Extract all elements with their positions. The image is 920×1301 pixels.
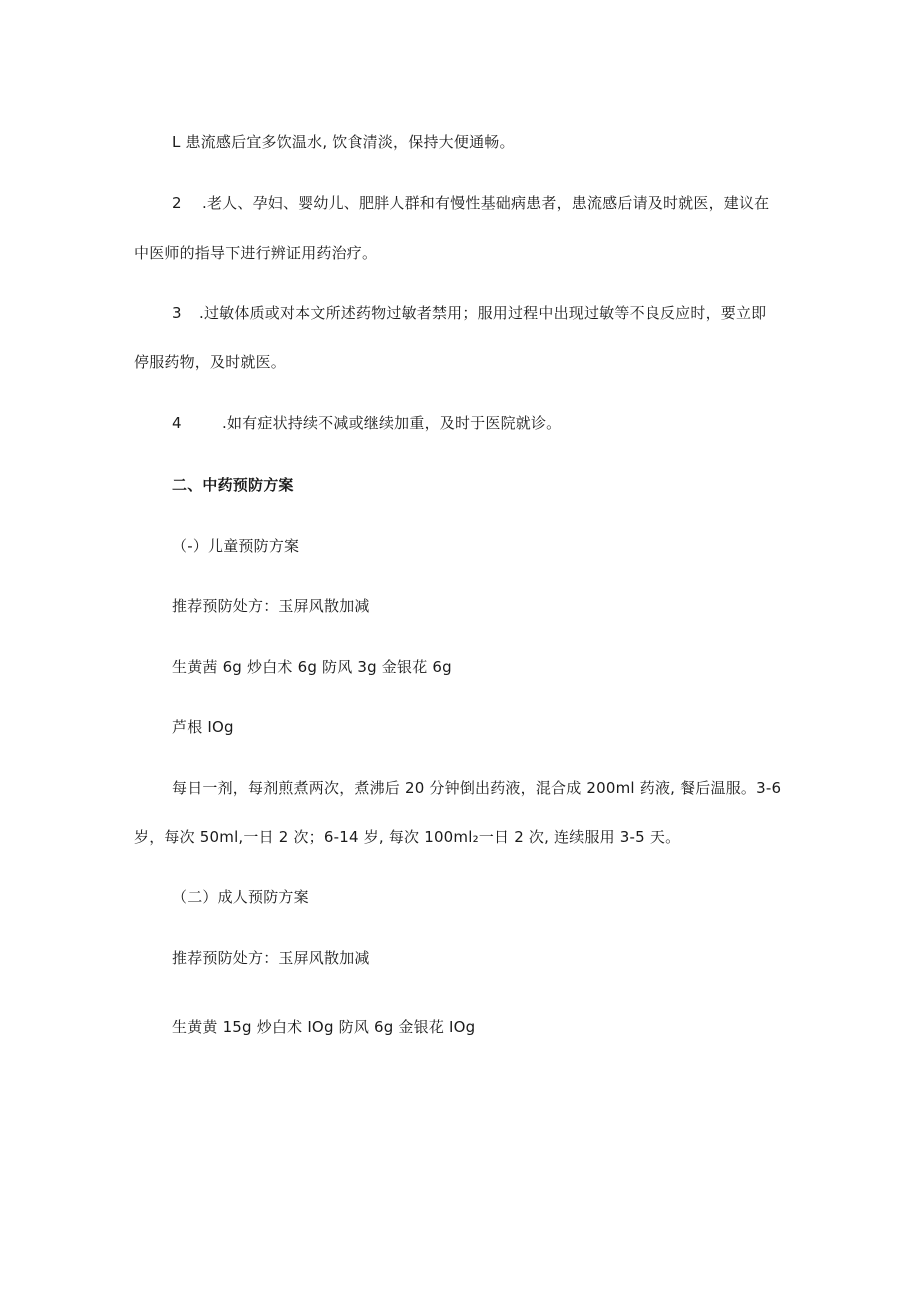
adults-ingredients-1: 生黄黄 15g 炒白术 IOg 防风 6g 金银花 IOg [172,1018,476,1036]
children-plan-heading: （-）儿童预防方案 [172,537,300,555]
children-usage-1: 每日一剂，每剂煎煮两次，煮沸后 20 分钟倒出药液，混合成 200ml 药液, 餐后温服。3-6 [172,779,782,797]
item-2-line-2: 中医师的指导下进行辨证用药治疗。 [134,244,378,262]
item-3-number: 3 [172,304,182,322]
item-2-number: 2 [172,194,182,212]
item-4-text: .如有症状持续不减或继续加重，及时于医院就诊。 [222,414,562,432]
item-2-line-1 [172,193,769,213]
children-prescription: 推荐预防处方：玉屏风散加减 [172,597,370,615]
item-4-number: 4 [172,414,182,432]
item-3-line-2: 停服药物，及时就医。 [134,353,287,371]
item-3-line-1 [172,303,766,323]
children-ingredients-1: 生黄茜 6g 炒白术 6g 防风 3g 金银花 6g [172,658,452,676]
item-2-text: .老人、孕妇、婴幼儿、肥胖人群和有慢性基础病患者，患流感后请及时就医，建议在 [202,194,770,212]
children-usage-2: 岁，每次 50ml,一日 2 次；6-14 岁, 每次 100ml₂一日 2 次, 连续服用 3-5 天。 [134,828,681,846]
children-ingredients-2: 芦根 IOg [172,718,234,736]
item-1: L 患流感后宜多饮温水, 饮食清淡，保持大便通畅。 [172,133,515,151]
adults-prescription: 推荐预防处方：玉屏风散加减 [172,949,370,967]
adults-plan-heading: （二）成人预防方案 [172,888,309,906]
item-4 [172,413,561,433]
section-heading: 二、中药预防方案 [172,476,294,494]
item-3-text: .过敏体质或对本文所述药物过敏者禁用；服用过程中出现过敏等不良反应时，要立即 [199,304,767,322]
